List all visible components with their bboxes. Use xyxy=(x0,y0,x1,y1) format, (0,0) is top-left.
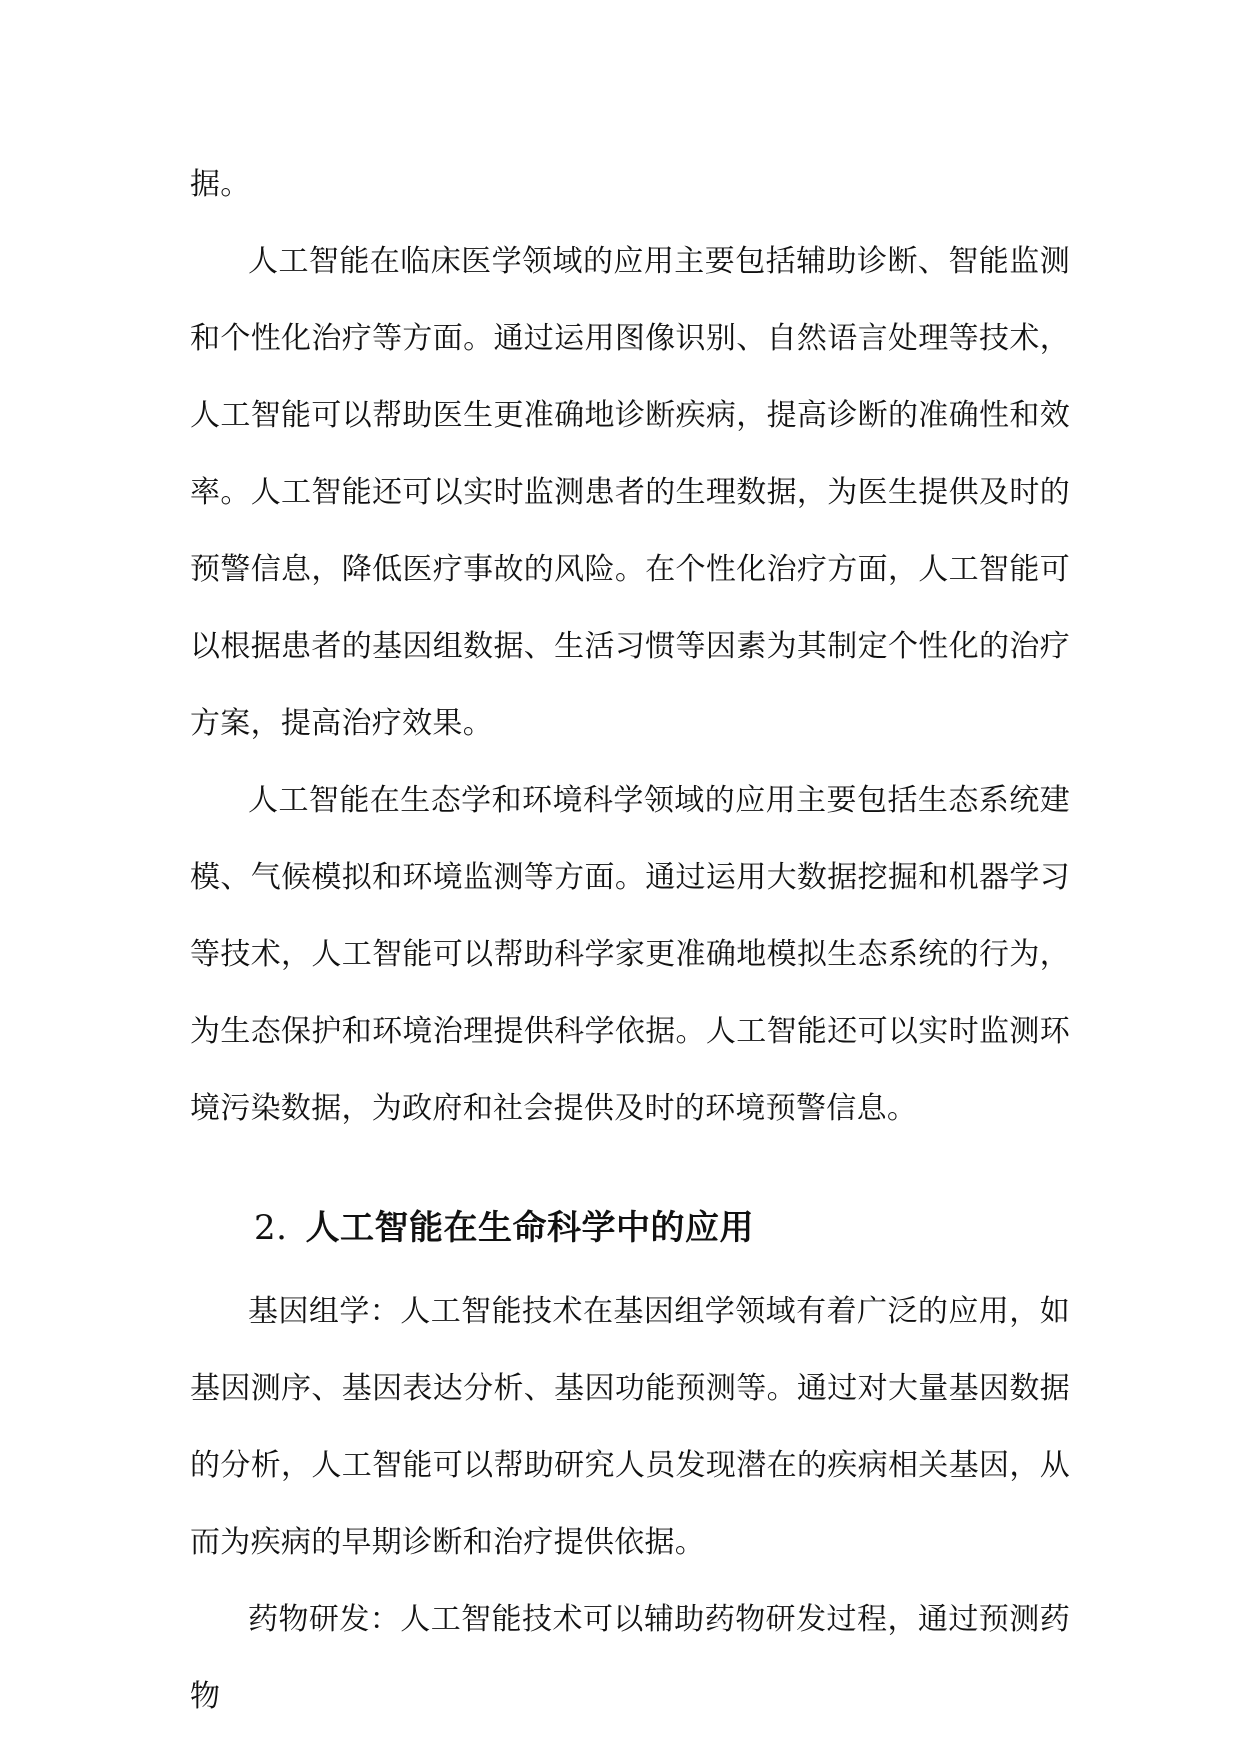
paragraph-ecology-environment: 人工智能在生态学和环境科学领域的应用主要包括生态系统建模、气候模拟和环境监测等方面。通过运用大数据挖掘和机器学习等技术，人工智能可以帮助科学家更准确地模拟生态系统的行为，为生态保护和环境治理提供科学依据。人工智能还可以实时监测环境污染数据，为政府和社会提供及时的环境预警信息。 xyxy=(190,783,1070,1126)
section-number: 2. xyxy=(254,1208,288,1248)
paragraph-drug-development: 药物研发：人工智能技术可以辅助药物研发过程，通过预测药物 xyxy=(190,1602,1070,1714)
section-title: 人工智能在生命科学中的应用 xyxy=(305,1208,754,1248)
section-heading xyxy=(190,1183,1070,1273)
paragraph-continuation: 据。 xyxy=(190,167,251,202)
paragraph-genomics: 基因组学：人工智能技术在基因组学领域有着广泛的应用，如基因测序、基因表达分析、基因功能预测等。通过对大量基因数据的分析，人工智能可以帮助研究人员发现潜在的疾病相关基因，从而为疾病的早期诊断和治疗提供依据。 xyxy=(190,1294,1070,1560)
paragraph-clinical-medicine: 人工智能在临床医学领域的应用主要包括辅助诊断、智能监测和个性化治疗等方面。通过运用图像识别、自然语言处理等技术，人工智能可以帮助医生更准确地诊断疾病，提高诊断的准确性和效率。人工智能还可以实时监测患者的生理数据，为医生提供及时的预警信息，降低医疗事故的风险。在个性化治疗方面，人工智能可以根据患者的基因组数据、生活习惯等因素为其制定个性化的治疗方案，提高治疗效果。 xyxy=(190,244,1070,741)
document-body xyxy=(190,146,1070,1735)
